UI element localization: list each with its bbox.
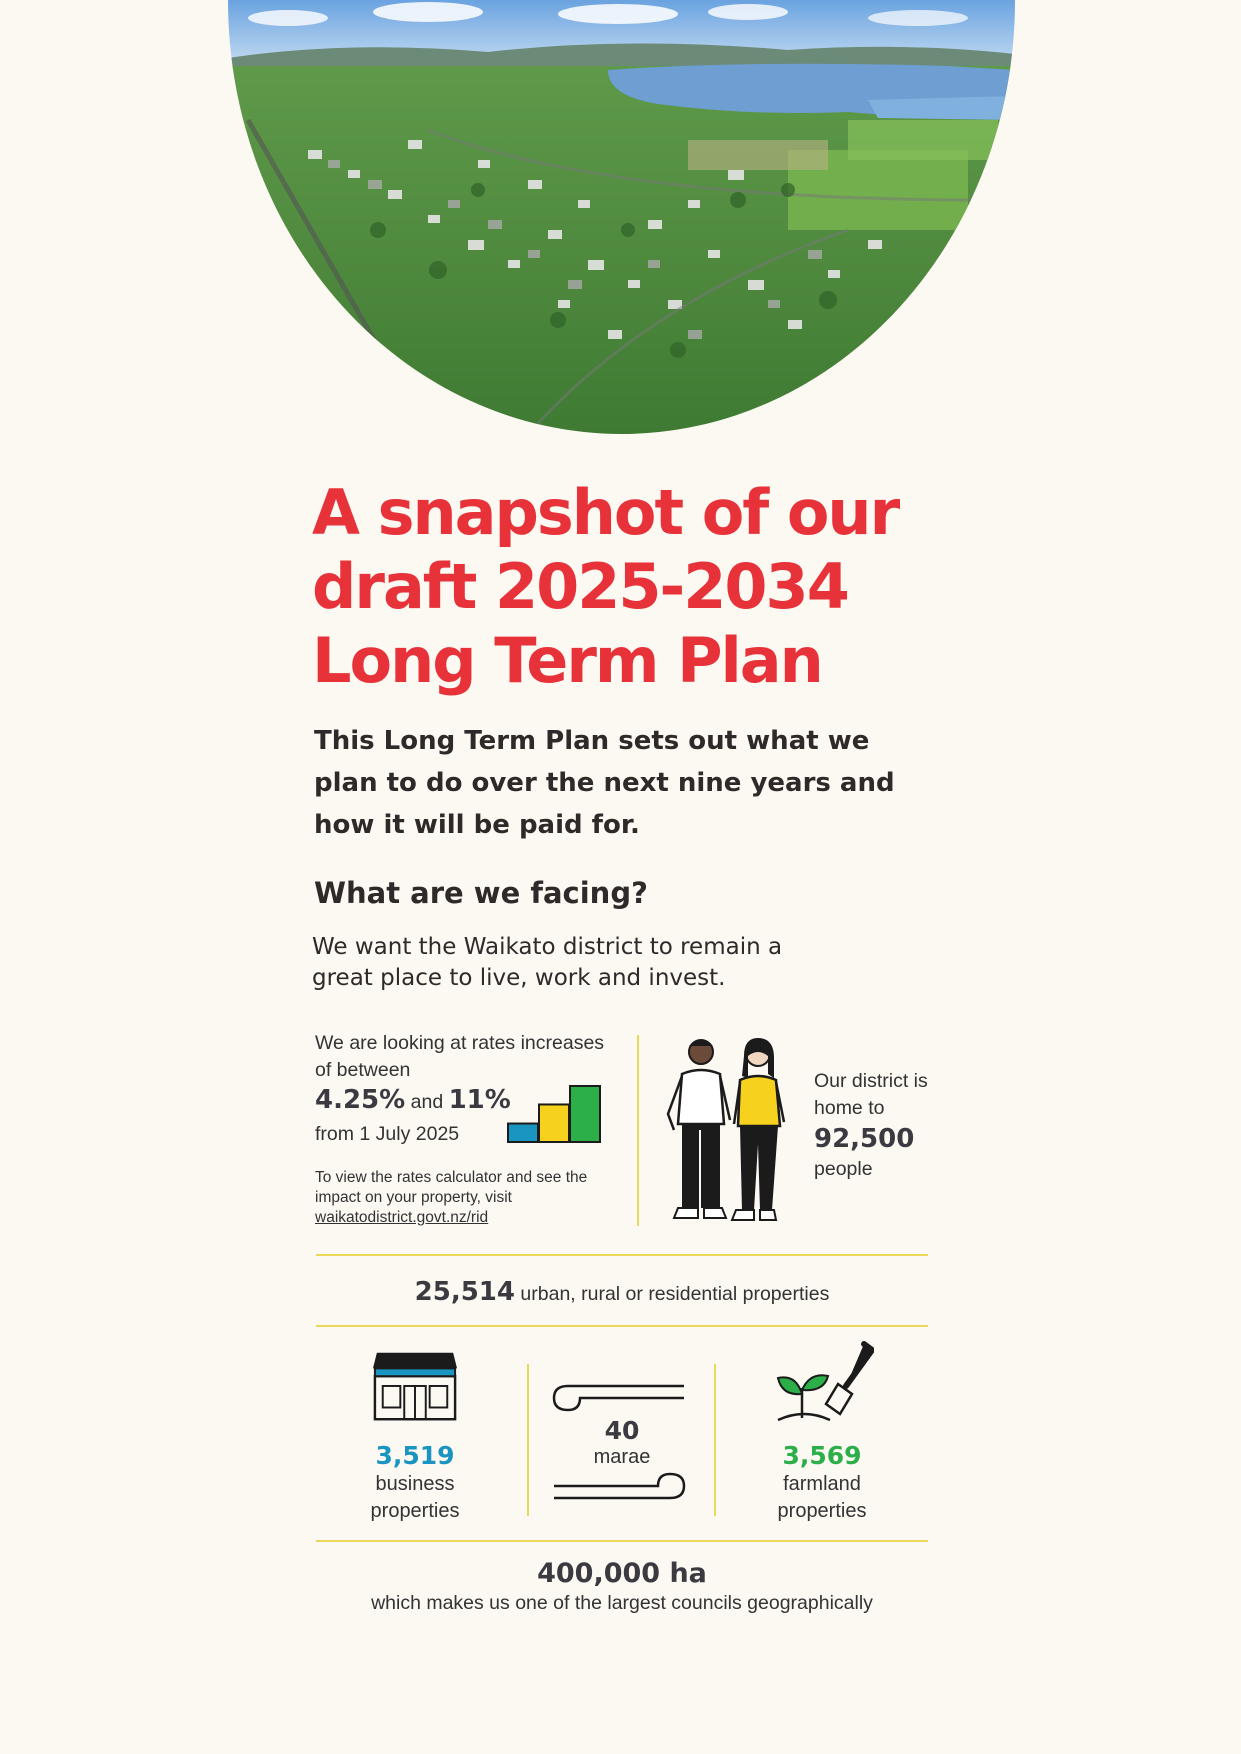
marae-block <box>560 1416 684 1468</box>
rates-bar-low <box>508 1124 538 1142</box>
intro-text: This Long Term Plan sets out what we plan to do over the next nine years and how it will be paid for. <box>314 726 895 840</box>
farmland-block <box>737 1441 907 1525</box>
rates-and: and <box>410 1091 444 1113</box>
rates-calculator-link[interactable]: waikatodistrict.govt.nz/rid <box>315 1209 489 1226</box>
properties-label: urban, rural or residential properties <box>520 1283 830 1305</box>
farmland-value: 3,569 <box>782 1441 862 1470</box>
divider-3 <box>316 1540 928 1542</box>
rates-calculator-text: To view the rates calculator and see the impact on your property, visit <box>315 1169 588 1206</box>
population-unit: people <box>814 1158 873 1180</box>
rates-bar-mid <box>539 1104 569 1142</box>
area-label: which makes us one of the largest councils geographically <box>371 1592 873 1614</box>
population-value: 92,500 <box>814 1124 915 1154</box>
rates-range <box>315 1085 511 1115</box>
area-value: 400,000 ha <box>537 1558 707 1589</box>
title-line-2: draft 2025-2034 <box>312 550 848 623</box>
plant-spade-icon <box>774 1340 874 1424</box>
marae-bottom-icon <box>550 1466 690 1506</box>
shop-icon <box>371 1348 459 1422</box>
title-line-1: A snapshot of our <box>312 476 899 549</box>
rates-high: 11% <box>448 1085 511 1115</box>
business-value: 3,519 <box>375 1441 455 1470</box>
divider-vertical-left <box>527 1364 529 1516</box>
divider-vertical-right <box>714 1364 716 1516</box>
marae-top-icon <box>550 1378 690 1418</box>
page-title <box>312 476 952 698</box>
title-line-3: Long Term Plan <box>312 624 822 697</box>
divider-1 <box>316 1254 928 1256</box>
rates-lead: We are looking at rates increases of between <box>315 1032 605 1081</box>
rates-calculator-note <box>315 1168 605 1228</box>
people-icon <box>660 1034 796 1230</box>
rates-low: 4.25% <box>315 1085 406 1115</box>
marae-label: marae <box>593 1446 651 1468</box>
area-block <box>316 1556 928 1615</box>
rates-date: from 1 July 2025 <box>315 1123 460 1145</box>
hero-aerial-photo <box>228 0 1015 434</box>
facing-text: We want the Waikato district to remain a great place to live, work and invest. <box>312 934 783 991</box>
business-label: business properties <box>370 1473 460 1522</box>
population-lead: Our district is home to <box>814 1070 928 1119</box>
rates-bar-high <box>570 1086 600 1142</box>
rates-bars-icon <box>506 1084 604 1144</box>
divider-vertical-top <box>637 1035 639 1226</box>
farmland-label: farmland properties <box>777 1473 867 1522</box>
properties-line <box>316 1277 928 1307</box>
facing-heading: What are we facing? <box>314 876 648 910</box>
properties-value: 25,514 <box>414 1277 515 1307</box>
business-block <box>330 1441 500 1525</box>
marae-value: 40 <box>604 1416 640 1445</box>
population-block <box>814 1068 944 1183</box>
divider-2 <box>316 1325 928 1327</box>
